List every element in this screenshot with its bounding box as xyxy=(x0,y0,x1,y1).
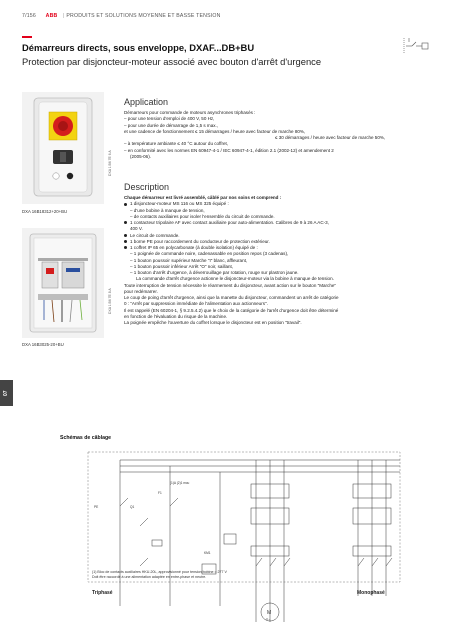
application-line: – à température ambiante ≤ 40 °C autour du coffret, xyxy=(124,141,229,147)
application-line: – pour une tension d'emploi de 400 V, 50 Hz, xyxy=(124,116,215,122)
application-heading: Application xyxy=(124,97,169,107)
description-intro: Chaque démarreur est livré assemblé, câblé par nos soins et comprend : xyxy=(124,195,282,200)
photo-code: DXA 1 B6 7E 6 A xyxy=(108,150,112,176)
description-item: – 1 bouton d'arrêt d'urgence, à déverrouillage par rotation, rouge sur plastron jaune. xyxy=(130,270,299,275)
application-line: ≤ 30 démarrages / heure avec facteur de marche 50%, xyxy=(275,135,386,140)
triphase-label: Triphasé xyxy=(92,590,113,596)
photo-caption: DXA 16B18312+20+BU xyxy=(22,209,68,214)
accent-bar xyxy=(22,36,32,38)
pe-label: PE xyxy=(94,505,99,509)
description-item: en fonction de l'évaluation du risque de la machine. xyxy=(124,313,228,319)
description-item: Toute interruption de tension nécessite le réarmement du disjoncteur, avant action sur le bouton "Marche" xyxy=(124,282,337,288)
description-item: – de contacts auxiliaires pour isoler l'ensemble du circuit de commande. xyxy=(130,213,275,219)
description-item: 1 coffret IP 65 en polycarbonate (à double isolation) équipé de : xyxy=(124,245,430,251)
description-item: Le coup de poing d'arrêt d'urgence, ainsi que la manette du disjoncteur, commandent un arrêt de catégorie xyxy=(124,295,339,300)
description-item: 1 borne PE pour raccordement du conducteur de protection extérieur. xyxy=(124,239,430,245)
description-item: La poignée empêche l'ouverture du coffret lorsque le disjoncteur est en position "travail". xyxy=(124,320,302,325)
description-item: – d'une bobine à manque de tension, xyxy=(130,207,205,213)
description-item: – 1 bouton poussoir supérieur Marche "I" blanc, affleurant, xyxy=(130,257,248,263)
application-line: et une cadence de fonctionnement ≤ 15 démarrages / heure avec facteur de marche 80%, xyxy=(124,128,306,134)
application-text xyxy=(124,110,430,160)
f1-label: F1 xyxy=(158,491,162,495)
application-line: (2005-06). xyxy=(130,153,151,159)
description-heading: Description xyxy=(124,182,170,192)
page-subtitle: Protection par disjoncteur-moteur associé avec bouton d'arrêt d'urgence xyxy=(22,56,322,67)
monophase-label: Monophasé xyxy=(357,590,385,596)
application-line: Démarreurs pour commande de moteurs asynchrones triphasés : xyxy=(124,110,256,115)
photo-code: DXA 1 B6 7E 8 A xyxy=(108,288,112,314)
description-item: 1 contacteur tripolaire AF avec contact auxiliaire pour auto-alimentation. Calibres de 9 à 26 A AC-3, xyxy=(124,220,430,226)
schematic-symbol-icon xyxy=(402,34,432,58)
motor-sub-label: 3 ~ xyxy=(266,617,271,621)
schemas-heading: Schémas de câblage xyxy=(60,435,112,441)
km1-label: KM1 xyxy=(204,551,211,555)
open-enclosure-image xyxy=(22,228,104,338)
application-line: – en conformité avec les normes EN 60947-4-1 / IEC 60947-4-1, édition 2.1 (2002-12) et amendement 2 xyxy=(124,147,334,153)
description-item: pour redémarrer. xyxy=(124,288,158,294)
description-item: 1 disjoncteur-moteur MS 116 ou MS 325 équipé : xyxy=(124,201,430,207)
product-photo-open xyxy=(22,228,104,338)
description-item: Il est rappelé (EN 60204-1, § 9.2.5.4.2) que le choix de la catégorie de l'arrêt d'urgence doit être déterminé xyxy=(124,307,339,313)
description-item: Le circuit de commande. xyxy=(124,233,430,239)
description-item: – 1 bouton poussoir inférieur Arrêt "O" noir, saillant, xyxy=(130,263,234,269)
chapter-tab: 07 xyxy=(0,380,13,406)
ref-label: (1)A (2)1 mcu xyxy=(170,481,190,485)
description-item: 400 V. xyxy=(130,226,143,232)
application-line: – pour une durée de démarrage de 1,5 s max., xyxy=(124,122,219,128)
enclosure-image xyxy=(22,92,104,204)
description-item: – 1 poignée de commande noire, cadenassable en position repos (3 cadenas), xyxy=(130,251,289,257)
product-photo-enclosure xyxy=(22,92,104,204)
q1-label: Q1 xyxy=(130,505,135,509)
page-header: 7/156 ABB | PRODUITS ET SOLUTIONS MOYENNE ET BASSE TENSION xyxy=(22,13,221,19)
section-name: PRODUITS ET SOLUTIONS MOYENNE ET BASSE TENSION xyxy=(66,13,221,19)
page-title: Démarreurs directs, sous enveloppe, DXAF...DB+BU xyxy=(22,42,255,53)
description-item: La commande d'arrêt d'urgence actionne le disjoncteur-moteur via la bobine à manque de tension. xyxy=(136,276,334,282)
photo-caption: DXA 16B3025-20+BU xyxy=(22,342,64,347)
motor-label: M xyxy=(267,610,272,616)
description-item: 0 : "Arrêt par suppression immédiate de l'alimentation aux actionneurs". xyxy=(124,301,268,307)
abb-logo: ABB xyxy=(45,13,58,19)
description-text xyxy=(124,195,430,326)
wiring-note: (1) Bloc de contacts auxiliaires HKU-20L, approvisionné pour tension bobine = 277 V Doit être raccordé à une alimentation adaptée en entre-phase et neutre. xyxy=(92,570,227,579)
page-number: 7/156 xyxy=(22,13,36,19)
